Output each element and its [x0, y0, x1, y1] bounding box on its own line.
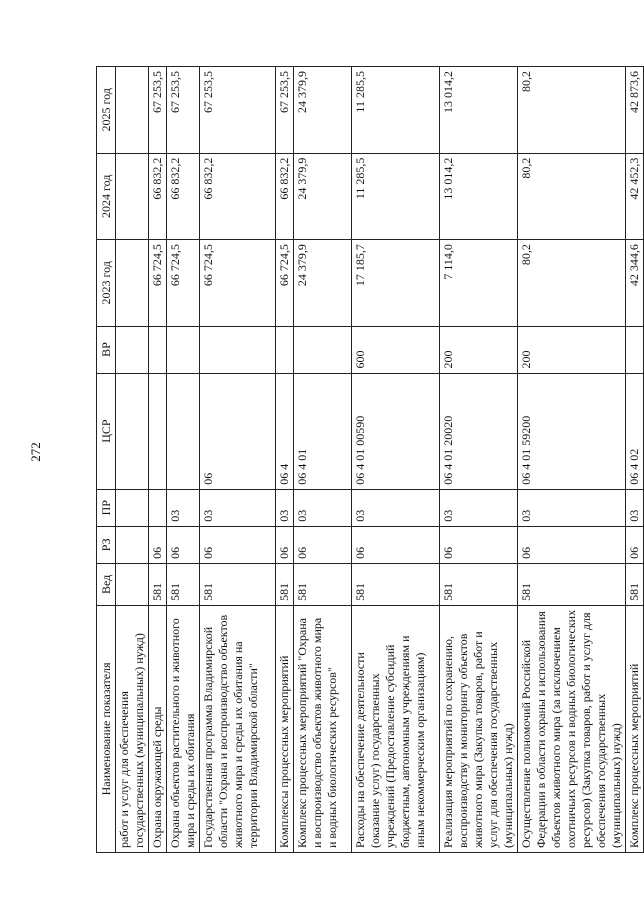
cell-vr [276, 326, 294, 373]
column-header: 2024 год [97, 153, 116, 240]
cell-rz: 06 [149, 526, 167, 563]
cell-pr: 03 [518, 489, 626, 526]
cell-csr: 06 4 02 [626, 373, 644, 489]
cell-ved [116, 563, 149, 605]
cell-name: работ и услуг для обеспечения государственных (муниципальных) нужд) [116, 605, 149, 852]
cell-y2023: 66 724,5 [167, 240, 200, 327]
cell-csr: 06 4 01 59200 [518, 373, 626, 489]
table-row [276, 67, 294, 853]
cell-y2023 [116, 240, 149, 327]
cell-ved: 581 [200, 563, 276, 605]
column-header: ВР [97, 326, 116, 373]
cell-pr: 03 [200, 489, 276, 526]
cell-y2023: 66 724,5 [149, 240, 167, 327]
column-header: РЗ [97, 526, 116, 563]
cell-y2024: 66 832,2 [167, 153, 200, 240]
cell-rz: 06 [276, 526, 294, 563]
cell-vr [149, 326, 167, 373]
table-row [200, 67, 276, 853]
cell-vr [167, 326, 200, 373]
column-header: ЦСР [97, 373, 116, 489]
cell-csr [167, 373, 200, 489]
column-header: Вед [97, 563, 116, 605]
cell-y2025: 80,2 [518, 67, 626, 154]
table-row [352, 67, 440, 853]
cell-name: Охрана объектов растительного и животного мира и среды их обитания [167, 605, 200, 852]
cell-csr [149, 373, 167, 489]
cell-vr: 600 [352, 326, 440, 373]
cell-rz: 06 [518, 526, 626, 563]
cell-csr: 06 4 01 [294, 373, 352, 489]
cell-rz: 06 [352, 526, 440, 563]
cell-rz: 06 [440, 526, 518, 563]
cell-ved: 581 [626, 563, 644, 605]
table-row [167, 67, 200, 853]
cell-y2025: 11 285,5 [352, 67, 440, 154]
cell-y2024: 66 832,2 [200, 153, 276, 240]
cell-pr: 03 [440, 489, 518, 526]
cell-y2024 [116, 153, 149, 240]
cell-name: Государственная программа Владимирской области "Охрана и воспроизводство объектов животного мира и среды их обитания на территории Владимирской области" [200, 605, 276, 852]
cell-csr [116, 373, 149, 489]
cell-ved: 581 [352, 563, 440, 605]
cell-rz: 06 [167, 526, 200, 563]
table-row [518, 67, 626, 853]
column-header: 2025 год [97, 67, 116, 154]
cell-y2023: 42 344,6 [626, 240, 644, 327]
cell-y2023: 66 724,5 [200, 240, 276, 327]
cell-name: Осуществление полномочий Российской Федерации в области охраны и использования объектов животного мира (за исключением охотничьих ресурсов и водных биологических ресурсов) (Закупка товаров, работ и услуг для обеспечения государственных (муниципальных) нужд) [518, 605, 626, 852]
cell-name: Комплексы процессных мероприятий [276, 605, 294, 852]
table-row [149, 67, 167, 853]
cell-y2024: 80,2 [518, 153, 626, 240]
cell-y2024: 24 379,9 [294, 153, 352, 240]
cell-name: Реализация мероприятий по сохранению, воспроизводству и мониторингу объектов животного мира (Закупка товаров, работ и услуг для обеспечения государственных (муниципальных) нужд) [440, 605, 518, 852]
cell-rz [116, 526, 149, 563]
table-row [294, 67, 352, 853]
cell-ved: 581 [518, 563, 626, 605]
cell-y2025 [116, 67, 149, 154]
cell-csr: 06 [200, 373, 276, 489]
cell-y2023: 17 185,7 [352, 240, 440, 327]
column-header: 2023 год [97, 240, 116, 327]
cell-y2025: 67 253,5 [276, 67, 294, 154]
cell-pr: 03 [352, 489, 440, 526]
cell-vr [116, 326, 149, 373]
budget-table [96, 66, 644, 853]
cell-csr: 06 4 01 20020 [440, 373, 518, 489]
cell-y2024: 66 832,2 [276, 153, 294, 240]
cell-pr: 03 [276, 489, 294, 526]
cell-y2025: 67 253,5 [200, 67, 276, 154]
cell-ved: 581 [440, 563, 518, 605]
cell-y2025: 13 014,2 [440, 67, 518, 154]
cell-y2025: 24 379,9 [294, 67, 352, 154]
table-row [626, 67, 644, 853]
cell-y2023: 66 724,5 [276, 240, 294, 327]
cell-pr [116, 489, 149, 526]
cell-name: Комплекс процессных мероприятий "Охрана и воспроизводство объектов животного мира и водных биологических ресурсов" [294, 605, 352, 852]
column-header: Наименование показателя [97, 605, 116, 852]
cell-y2023: 24 379,9 [294, 240, 352, 327]
table-row [116, 67, 149, 853]
cell-vr: 200 [518, 326, 626, 373]
cell-y2025: 42 873,6 [626, 67, 644, 154]
table-header-row [97, 67, 116, 853]
cell-ved: 581 [167, 563, 200, 605]
cell-name: Расходы на обеспечение деятельности (оказание услуг) государственных учреждений (Предоставление субсидий бюджетным, автономным учреждениям и иным некоммерческим организациям) [352, 605, 440, 852]
column-header: ПР [97, 489, 116, 526]
cell-rz: 06 [294, 526, 352, 563]
cell-pr: 03 [294, 489, 352, 526]
cell-csr: 06 4 [276, 373, 294, 489]
cell-vr [294, 326, 352, 373]
page-number: 272 [28, 442, 43, 462]
cell-ved: 581 [149, 563, 167, 605]
cell-ved: 581 [276, 563, 294, 605]
table-row [440, 67, 518, 853]
cell-pr: 03 [167, 489, 200, 526]
cell-vr [200, 326, 276, 373]
cell-name: Комплекс процессных мероприятий [626, 605, 644, 852]
cell-rz: 06 [200, 526, 276, 563]
cell-y2023: 7 114,0 [440, 240, 518, 327]
cell-y2024: 11 285,5 [352, 153, 440, 240]
cell-y2025: 67 253,5 [167, 67, 200, 154]
cell-ved: 581 [294, 563, 352, 605]
cell-csr: 06 4 01 00590 [352, 373, 440, 489]
cell-pr [149, 489, 167, 526]
cell-pr: 03 [626, 489, 644, 526]
cell-vr [626, 326, 644, 373]
cell-y2024: 13 014,2 [440, 153, 518, 240]
cell-vr: 200 [440, 326, 518, 373]
cell-y2025: 67 253,5 [149, 67, 167, 154]
cell-name: Охрана окружающей среды [149, 605, 167, 852]
cell-rz: 06 [626, 526, 644, 563]
cell-y2024: 66 832,2 [149, 153, 167, 240]
budget-table-container [96, 66, 641, 853]
cell-y2024: 42 452,3 [626, 153, 644, 240]
cell-y2023: 80,2 [518, 240, 626, 327]
